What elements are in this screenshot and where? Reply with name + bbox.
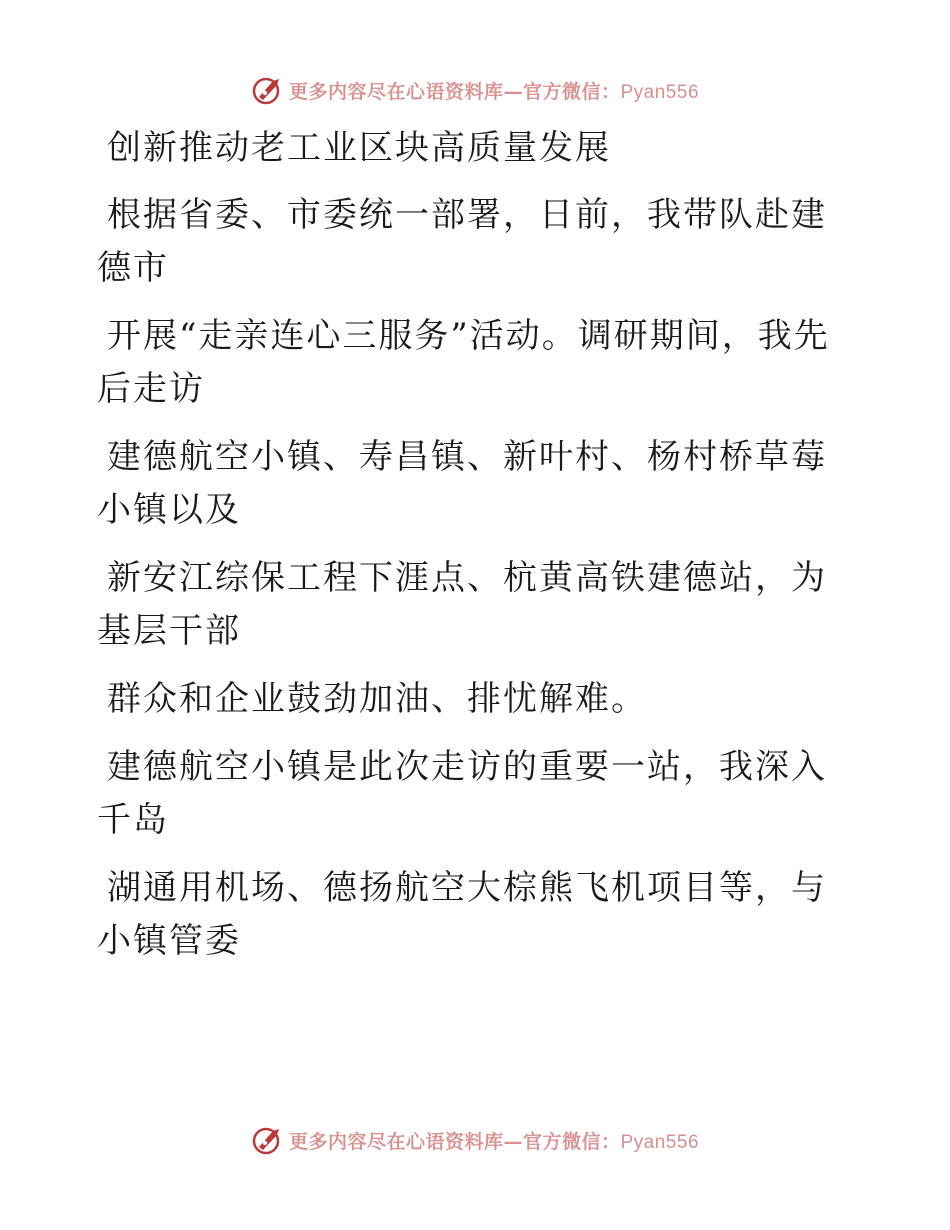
pen-nib-logo-icon [251, 73, 285, 107]
pen-nib-logo-icon [251, 1123, 285, 1157]
paragraph: 建德航空小镇是此次走访的重要一站，我深入千岛 [97, 747, 827, 840]
paragraph-title: 创新推动老工业区块高质量发展 [107, 128, 611, 168]
document-body [97, 122, 837, 983]
paragraph: 群众和企业鼓劲加油、排忧解难。 [107, 679, 647, 719]
header-wechat-id: Pyan556 [620, 81, 700, 103]
paragraph: 根据省委、市委统一部署，日前，我带队赴建德市 [97, 195, 827, 288]
footer-banner [0, 1120, 950, 1160]
paragraph: 新安江综保工程下涯点、杭黄高铁建德站，为基层干部 [97, 558, 827, 651]
header-banner-text: 更多内容尽在心语资料库—官方微信： [288, 80, 621, 103]
footer-wechat-id: Pyan556 [620, 1131, 700, 1153]
footer-banner-text: 更多内容尽在心语资料库—官方微信： [288, 1130, 621, 1153]
paragraph: 湖通用机场、德扬航空大棕熊飞机项目等，与小镇管委 [97, 868, 827, 961]
header-banner [0, 70, 950, 110]
paragraph: 开展“走亲连心三服务”活动。调研期间，我先后走访 [97, 316, 830, 409]
paragraph: 建德航空小镇、寿昌镇、新叶村、杨村桥草莓小镇以及 [97, 437, 827, 530]
